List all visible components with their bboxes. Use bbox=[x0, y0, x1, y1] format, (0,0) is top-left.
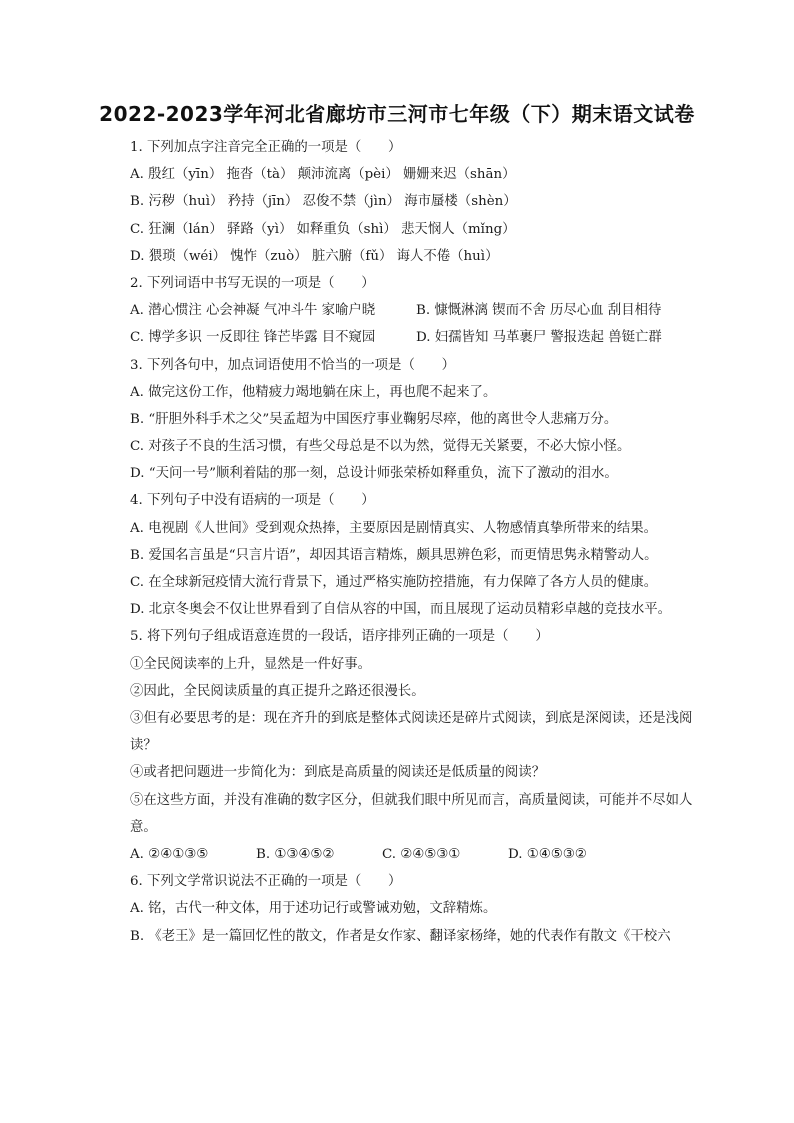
question-4-stem: 4. 下列句子中没有语病的一项是（ ） bbox=[130, 493, 375, 509]
question-1-option-b: B. 污秽（huì） 矜持（jīn） 忍俊不禁（jìn） 海市蜃楼（shèn） bbox=[130, 194, 517, 210]
question-2-option-b: B. 慷慨淋漓 锲而不舍 历尽心血 刮目相待 bbox=[416, 303, 662, 319]
question-6-option-b: B. 《老王》是一篇回忆性的散文，作者是女作家、翻译家杨绛，她的代表作有散文《干校六 bbox=[130, 928, 671, 944]
question-2-options-row-2 bbox=[130, 324, 702, 351]
question-2-option-a: A. 潜心惯注 心会神凝 气冲斗牛 家喻户晓 bbox=[130, 303, 376, 319]
question-5-stem: 5. 将下列句子组成语意连贯的一段话，语序排列正确的一项是（ ） bbox=[130, 629, 549, 645]
page-title: 2022-2023学年河北省廊坊市三河市七年级（下）期末语文试卷 bbox=[99, 102, 695, 126]
question-2-stem: 2. 下列词语中书写无误的一项是（ ） bbox=[130, 275, 375, 291]
question-1-stem: 1. 下列加点字注音完全正确的一项是（ ） bbox=[130, 140, 402, 155]
question-5-option-a: A. ②④①③⑤ bbox=[130, 846, 209, 862]
question-1-option-d: D. 猥琐（wéi） 愧怍（zuò） 脏六腑（fǔ） 诲人不倦（huì） bbox=[130, 248, 499, 264]
question-3-stem: 3. 下列各句中，加点词语使用不恰当的一项是（ ） bbox=[130, 357, 456, 373]
question-3-option-b: B. “肝胆外科手术之父”吴孟超为中国医疗事业鞠躬尽瘁，他的离世令人悲痛万分。 bbox=[130, 411, 618, 427]
question-2-option-c: C. 博学多识 一反即往 锋芒毕露 目不窥园 bbox=[130, 330, 376, 346]
question-1-option-a: A. 殷红（yīn） 拖沓（tà） 颠沛流离（pèi） 姗姗来迟（shān） bbox=[130, 167, 516, 183]
question-5-sentence-3: ③但有必要思考的是：现在齐升的到底是整体式阅读还是碎片式阅读，到底是深阅读，还是浅阅读？ bbox=[130, 710, 693, 754]
question-5-options bbox=[130, 841, 702, 868]
question-5-sentence-1: ①全民阅读率的上升，显然是一件好事。 bbox=[130, 656, 372, 672]
question-3-option-d: D. “天问一号”顺利着陆的那一刻，总设计师张荣桥如释重负，流下了激动的泪水。 bbox=[130, 466, 618, 482]
question-4-option-a: A. 电视剧《人世间》受到观众热捧，主要原因是剧情真实、人物感情真挚所带来的结果。 bbox=[130, 520, 658, 536]
question-1-option-c: C. 狂澜（lán） 驿路（yì） 如释重负（shì） 悲天悯人（mǐng） bbox=[130, 221, 516, 237]
question-4-option-b: B. 爱国名言虽是“只言片语”，却因其语言精炼，颇具思辨色彩，而更情思隽永精警动人。 bbox=[130, 547, 658, 563]
question-4-option-d: D. 北京冬奥会不仅让世界看到了自信从容的中国，而且展现了运动员精彩卓越的竞技水平。 bbox=[130, 602, 672, 618]
question-5-sentence-5: ⑤在这些方面，并没有准确的数字区分，但就我们眼中所见而言，高质量阅读，可能并不尽如人意。 bbox=[130, 792, 693, 835]
question-5-sentence-2: ②因此，全民阅读质量的真正提升之路还很漫长。 bbox=[130, 683, 425, 699]
question-5-sentence-4: ④或者把问题进一步简化为：到底是高质量的阅读还是低质量的阅读？ bbox=[130, 765, 546, 781]
question-2-option-d: D. 妇孺皆知 马革裹尸 警报迭起 兽铤亡群 bbox=[416, 330, 662, 346]
question-6-stem: 6. 下列文学常识说法不正确的一项是（ ） bbox=[130, 874, 402, 890]
question-5-option-d: D. ①④⑤③② bbox=[508, 846, 587, 862]
question-6-option-a: A. 铭，古代一种文体，用于述功记行或警诫劝勉，文辞精炼。 bbox=[130, 901, 497, 917]
question-2-options-row-1 bbox=[130, 297, 702, 324]
question-3-option-c: C. 对孩子不良的生活习惯，有些父母总是不以为然，觉得无关紧要，不必大惊小怪。 bbox=[130, 439, 631, 455]
question-5-option-c: C. ②④⑤③① bbox=[382, 846, 461, 862]
question-4-option-c: C. 在全球新冠疫情大流行背景下，通过严格实施防控措施，有力保障了各方人员的健康。 bbox=[130, 575, 658, 591]
question-3-option-a: A. 做完这份工作，他精疲力竭地躺在床上，再也爬不起来了。 bbox=[130, 384, 497, 400]
exam-body bbox=[130, 134, 702, 950]
question-5-option-b: B. ①③④⑤② bbox=[256, 846, 335, 862]
